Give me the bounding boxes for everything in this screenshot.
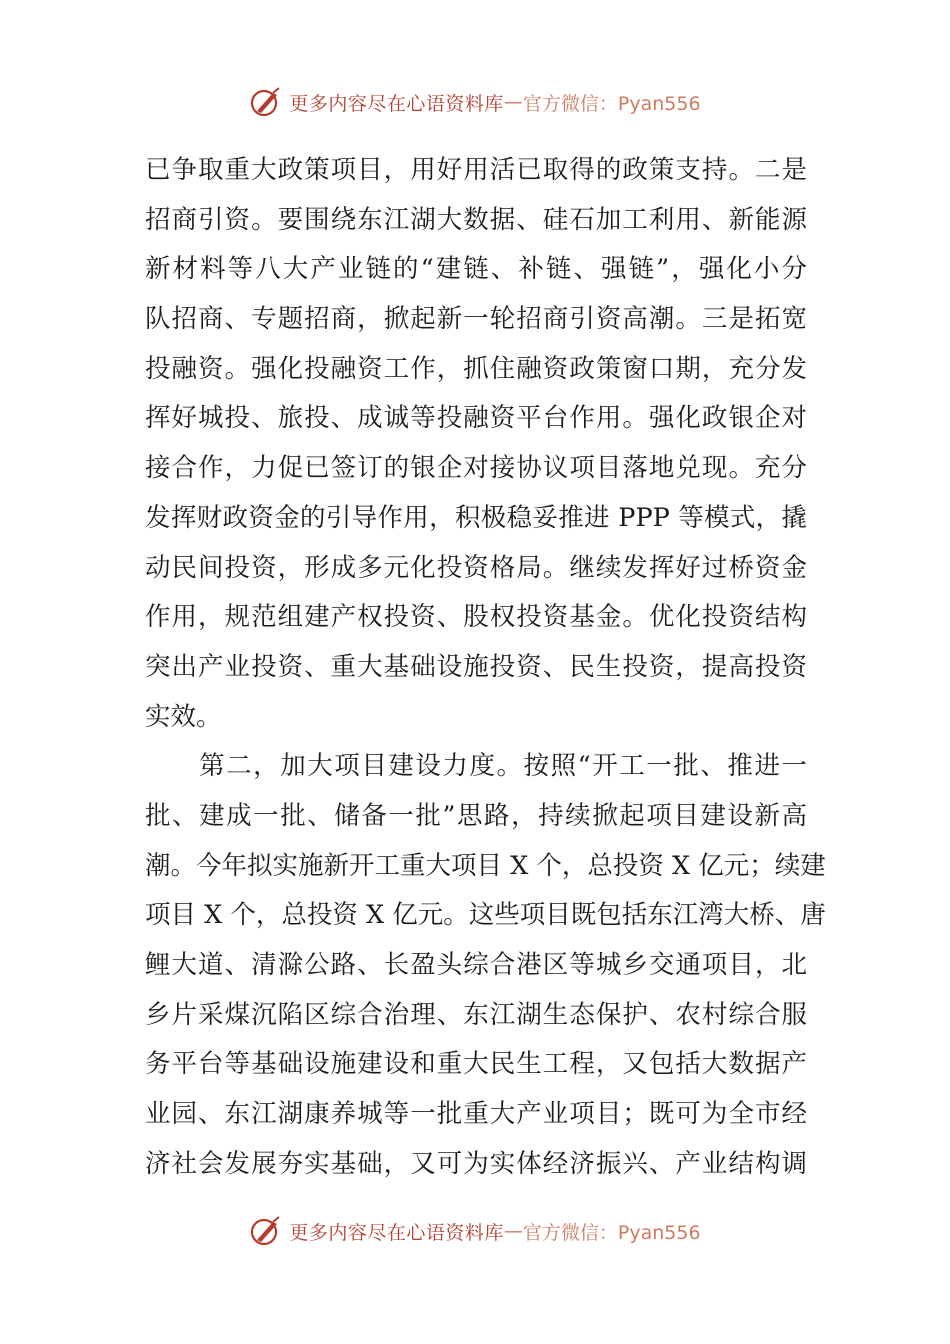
text-line: 业园、东江湖康养城等一批重大产业项目；既可为全市经 <box>145 1099 807 1130</box>
pen-logo-icon <box>249 1214 283 1248</box>
text-line: 突出产业投资、重大基础设施投资、民生投资，提高投资 <box>145 651 807 682</box>
document-body <box>145 146 826 1189</box>
text-line: 济社会发展夯实基础，又可为实体经济振兴、产业结构调 <box>145 1148 807 1179</box>
text-line: 作用，规范组建产权投资、股权投资基金。优化投资结构 <box>145 602 807 633</box>
text-line: 乡片采煤沉陷区综合治理、东江湖生态保护、农村综合服 <box>145 999 807 1030</box>
text-line: 实效。 <box>145 701 222 732</box>
text-line: 务平台等基础设施建设和重大民生工程，又包括大数据产 <box>145 1049 807 1080</box>
text-line: 队招商、专题招商，掀起新一轮招商引资高潮。三是拓宽 <box>145 304 807 335</box>
banner-wechat: 官方微信：Pyan556 <box>522 92 701 115</box>
banner-wechat: 官方微信：Pyan556 <box>522 1221 701 1244</box>
text-line: 投融资。强化投融资工作，抓住融资政策窗口期，充分发 <box>145 353 807 384</box>
text-line: 挥好城投、旅投、成诚等投融资平台作用。强化政银企对 <box>145 403 807 434</box>
text-line: 新材料等八大产业链的“建链、补链、强链”，强化小分 <box>145 254 807 285</box>
text-line: 第二，加大项目建设力度。按照“开工一批、推进一 <box>145 751 807 782</box>
text-line: 发挥财政资金的引导作用，积极稳妥推进 PPP 等模式，撬 <box>145 502 807 533</box>
text-line: 动民间投资，形成多元化投资格局。继续发挥好过桥资金 <box>145 552 807 583</box>
text-line: 批、建成一批、储备一批”思路，持续掀起项目建设新高 <box>145 800 807 831</box>
text-line: 潮。今年拟实施新开工重大项目 X 个，总投资 X 亿元；续建 <box>145 850 826 881</box>
text-line: 接合作，力促已签订的银企对接协议项目落地兑现。充分 <box>145 453 807 484</box>
header-watermark <box>0 82 950 122</box>
text-line: 已争取重大政策项目，用好用活已取得的政策支持。二是 <box>145 155 807 185</box>
banner-title: 更多内容尽在心语资料库 <box>289 92 504 115</box>
banner-title: 更多内容尽在心语资料库 <box>289 1221 504 1244</box>
footer-watermark <box>0 1211 950 1251</box>
text-line: 招商引资。要围绕东江湖大数据、硅石加工利用、新能源 <box>145 204 807 235</box>
banner-dash: — <box>503 91 523 113</box>
pen-logo-icon <box>249 85 283 119</box>
banner-dash: — <box>503 1220 523 1242</box>
text-line: 项目 X 个，总投资 X 亿元。这些项目既包括东江湾大桥、唐 <box>145 900 826 931</box>
text-line: 鲤大道、清滁公路、长盈头综合港区等城乡交通项目，北 <box>145 950 807 980</box>
